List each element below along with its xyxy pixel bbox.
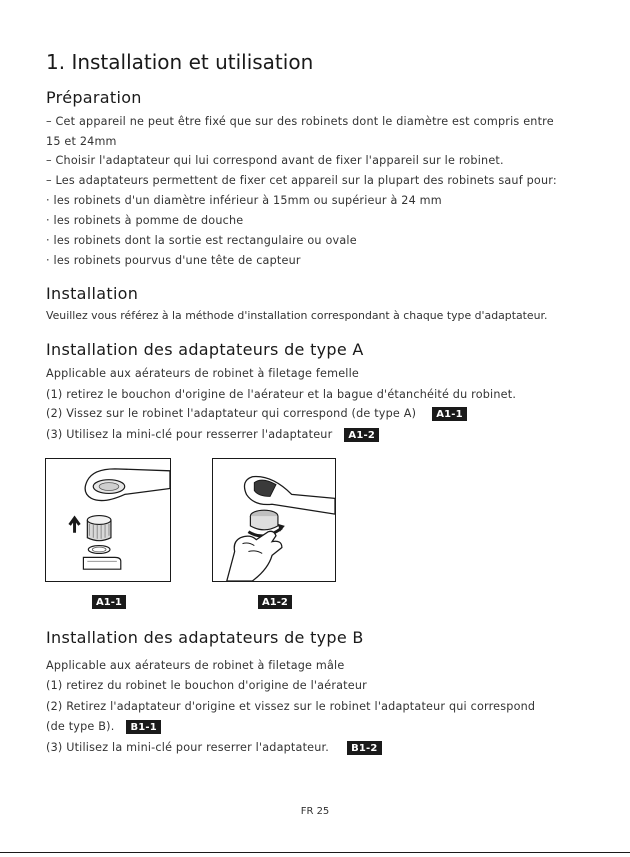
type-a-line: Applicable aux aérateurs de robinet à filetage femelle — [46, 367, 359, 380]
prep-line: 15 et 24mm — [46, 135, 117, 148]
prep-bullet: · les robinets pourvus d'une tête de capteur — [46, 254, 301, 267]
prep-line: – Cet appareil ne peut être fixé que sur des robinets dont le diamètre est compris entre — [46, 115, 554, 128]
caption-a1-1 — [92, 590, 126, 609]
heading-installation: Installation — [46, 284, 139, 303]
type-a-line — [46, 407, 467, 421]
type-b-line: Applicable aux aérateurs de robinet à filetage mâle — [46, 659, 345, 672]
badge-b1-2: B1-2 — [347, 741, 382, 755]
type-a-line — [46, 428, 379, 442]
type-b-step3: (3) Utilisez la mini-clé pour reserrer l'adaptateur. — [46, 741, 330, 754]
type-b-line — [46, 720, 161, 734]
page-title: 1. Installation et utilisation — [46, 50, 314, 74]
heading-preparation: Préparation — [46, 88, 142, 107]
type-b-step2-cont: (de type B). — [46, 720, 115, 733]
prep-bullet: · les robinets dont la sortie est rectangulaire ou ovale — [46, 234, 357, 247]
badge-a1-2: A1-2 — [344, 428, 379, 442]
figure-a1-2 — [212, 458, 336, 582]
prep-line: – Choisir l'adaptateur qui lui correspond avant de fixer l'appareil sur le robinet. — [46, 154, 504, 167]
type-a-step3: (3) Utilisez la mini-clé pour resserrer l'adaptateur — [46, 428, 333, 441]
badge-a1-1: A1-1 — [432, 407, 467, 421]
heading-type-a: Installation des adaptateurs de type A — [46, 340, 364, 359]
caption-a1-1-label: A1-1 — [92, 595, 126, 609]
type-a-line: (1) retirez le bouchon d'origine de l'aérateur et la bague d'étanchéité du robinet. — [46, 388, 517, 401]
page-number: FR 25 — [300, 806, 330, 817]
prep-bullet: · les robinets d'un diamètre inférieur à 15mm ou supérieur à 24 mm — [46, 194, 442, 207]
type-b-line: (2) Retirez l'adaptateur d'origine et vissez sur le robinet l'adaptateur qui correspond — [46, 700, 536, 713]
caption-a1-2 — [258, 590, 292, 609]
figure-a1-1 — [45, 458, 171, 582]
type-b-line — [46, 741, 382, 755]
caption-a1-2-label: A1-2 — [258, 595, 292, 609]
prep-line: – Les adaptateurs permettent de fixer cet appareil sur la plupart des robinets sauf pour: — [46, 174, 557, 187]
installation-text: Veuillez vous référez à la méthode d'installation correspondant à chaque type d'adaptateur. — [46, 309, 548, 322]
prep-bullet: · les robinets à pomme de douche — [46, 214, 244, 227]
hand-tightening-adapter-illustration — [213, 459, 335, 581]
type-b-line: (1) retirez du robinet le bouchon d'origine de l'aérateur — [46, 679, 367, 692]
type-a-step2: (2) Vissez sur le robinet l'adaptateur qui correspond (de type A) — [46, 407, 417, 420]
badge-b1-1: B1-1 — [126, 720, 161, 734]
bottom-rule — [0, 852, 630, 853]
faucet-aerator-removal-illustration — [46, 459, 170, 581]
heading-type-b: Installation des adaptateurs de type B — [46, 628, 364, 647]
